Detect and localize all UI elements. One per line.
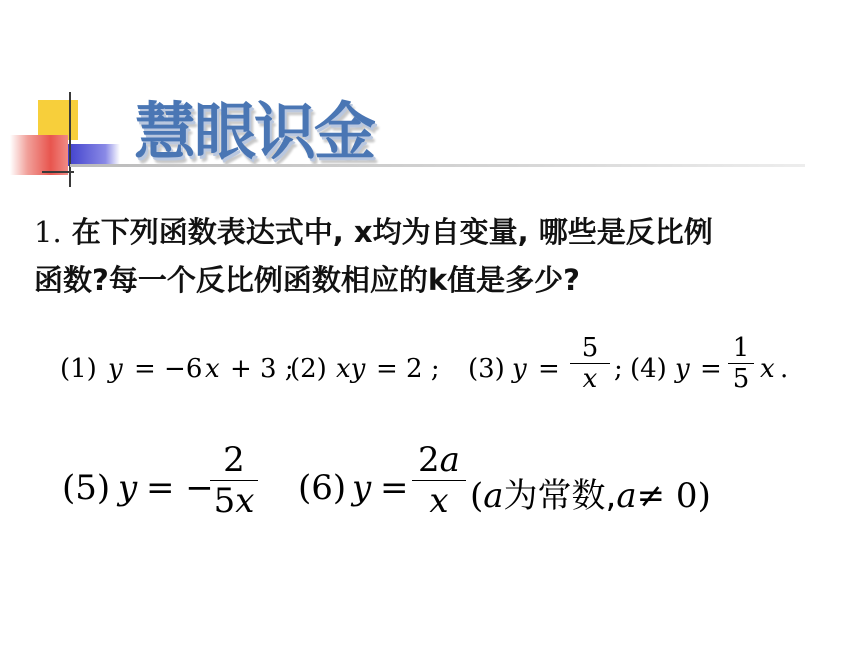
e3-numerator: 5 xyxy=(581,333,599,363)
e4-x: x xyxy=(760,354,775,384)
e4-lhs: y xyxy=(675,354,690,384)
e1-lhs: y xyxy=(108,354,123,384)
question-line-1-text: 在下列函数表达式中, x均为自变量, 哪些是反比例 xyxy=(71,215,713,249)
e6-numerator xyxy=(418,440,460,480)
e5-eq: = − xyxy=(146,468,214,508)
e1-rhs: = −6 xyxy=(134,354,203,384)
e6-condition-open: ( xyxy=(470,476,484,516)
e5-label: (5) xyxy=(62,468,111,508)
e5-denominator-var: x xyxy=(235,481,255,521)
page-title: 慧眼识金 xyxy=(134,95,375,168)
e3-lhs: y xyxy=(512,354,527,384)
e5-lhs: y xyxy=(118,468,138,508)
question-text xyxy=(34,208,834,304)
e6-fraction xyxy=(412,440,466,521)
e6-condition xyxy=(470,468,711,517)
e3-fraction xyxy=(570,333,610,394)
red-square xyxy=(10,135,68,175)
e4-eq: = xyxy=(700,354,722,384)
question-line-2: 函数?每一个反比例函数相应的k值是多少? xyxy=(34,263,580,297)
e6-label: (6) xyxy=(298,468,347,508)
decorative-corner-graphic xyxy=(0,0,860,200)
e6-condition-var: a xyxy=(483,476,504,516)
e4-numerator: 1 xyxy=(732,333,750,363)
e4-fraction xyxy=(728,333,754,394)
e2-rhs: = 2 ; xyxy=(376,354,440,384)
e5-denominator-coef: 5 xyxy=(213,481,236,521)
e6-denominator: x xyxy=(429,481,449,521)
horizontal-line xyxy=(42,171,74,173)
e5-fraction xyxy=(210,440,258,521)
e6-condition-rel: ≠ 0) xyxy=(636,476,711,516)
e6-numerator-var: a xyxy=(439,440,460,480)
question-number: 1. xyxy=(34,215,62,249)
question-line-1 xyxy=(34,208,834,256)
e4-denominator: 5 xyxy=(732,364,750,394)
e2-lhs: xy xyxy=(336,354,366,384)
e3-denominator: x xyxy=(582,364,598,394)
e3-label: (3) xyxy=(468,354,505,384)
e6-condition-var2: a xyxy=(616,476,637,516)
e2-label: (2) xyxy=(290,354,327,384)
e1-label: (1) xyxy=(60,354,97,384)
e6-lhs: y xyxy=(352,468,372,508)
e4-tail: . xyxy=(780,354,789,384)
e6-condition-text: 为常数, xyxy=(503,476,617,516)
e5-numerator: 2 xyxy=(223,440,245,480)
e1-tail: + 3 ; xyxy=(230,354,294,384)
e4-label: (4) xyxy=(630,354,667,384)
e3-eq: = xyxy=(538,354,560,384)
e6-eq: = xyxy=(380,468,409,508)
e5-denominator xyxy=(214,481,255,521)
e6-numerator-coef: 2 xyxy=(418,440,440,480)
e3-tail: ; xyxy=(614,354,623,384)
e1-x: x xyxy=(205,354,220,384)
yellow-square xyxy=(38,100,78,140)
